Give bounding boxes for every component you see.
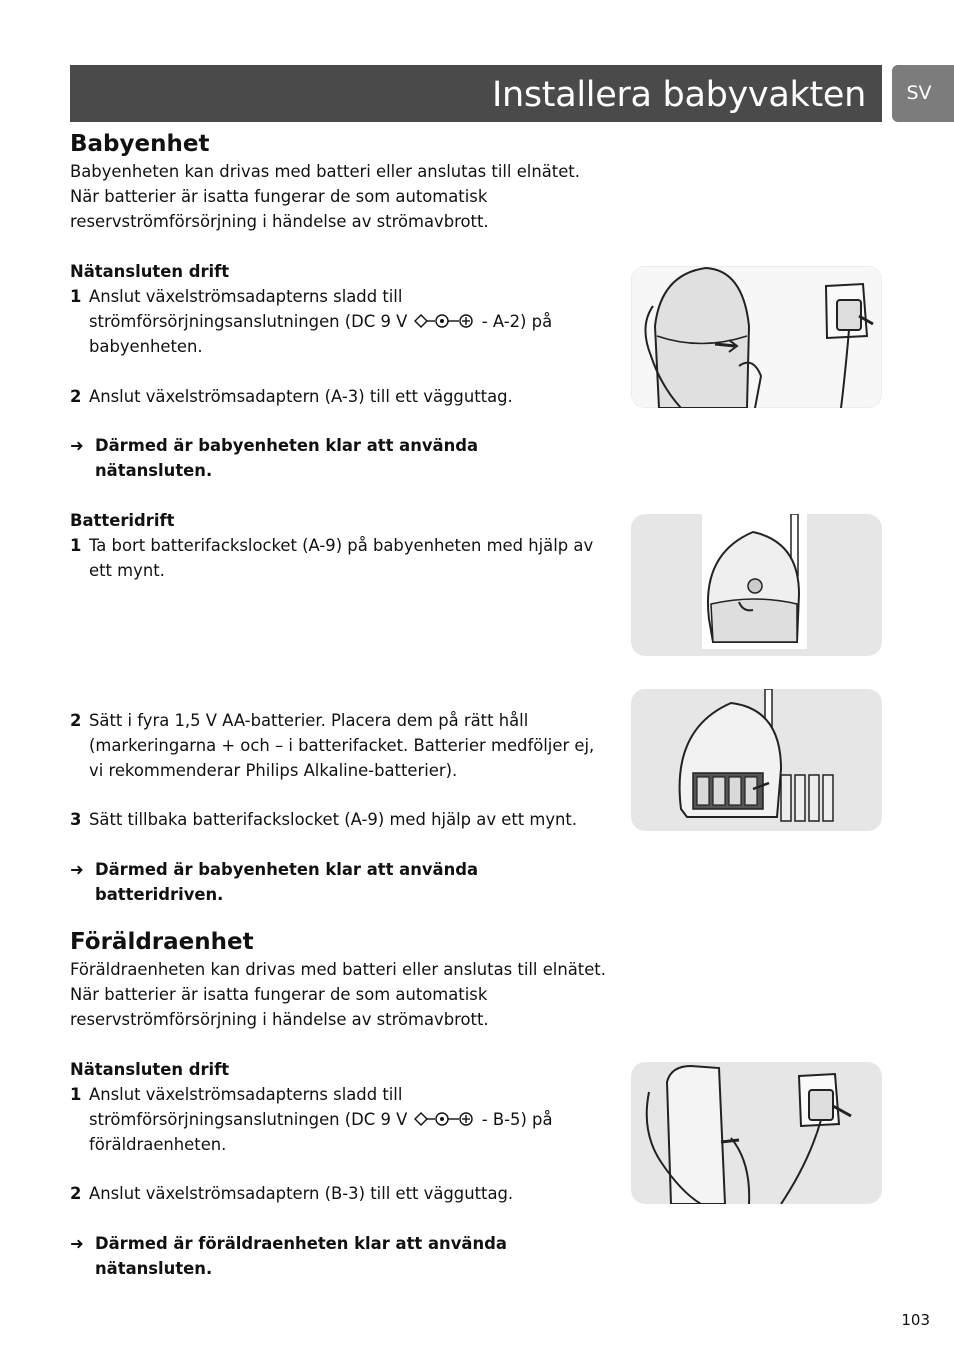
step-text: Anslut växelströmsadapterns sladd till <box>89 1085 403 1104</box>
result-note: ➜ Därmed är föräldraenheten klar att använda nätansluten. <box>70 1231 590 1281</box>
step-text: Anslut växelströmsadaptern (B-3) till ett vägguttag. <box>89 1184 514 1203</box>
section-heading-babyunit: Babyenhet <box>70 131 210 157</box>
step-2 <box>70 384 610 409</box>
arrow-right-icon: ➜ <box>70 1234 84 1253</box>
step-1 <box>70 284 610 359</box>
subheading-mains: Nätansluten drift <box>70 1060 230 1079</box>
intro-line: reservströmförsörjning i händelse av strömavbrott. <box>70 212 489 231</box>
step-text: Sätt i fyra 1,5 V AA-batterier. Placera dem på rätt håll <box>89 711 529 730</box>
subheading-mains: Nätansluten drift <box>70 262 230 281</box>
dc-polarity-icon <box>413 313 477 329</box>
arrow-right-icon: ➜ <box>70 436 84 455</box>
intro-line: Babyenheten kan drivas med batteri eller anslutas till elnätet. <box>70 162 580 181</box>
step-number: 1 <box>70 1085 82 1104</box>
page-number: 103 <box>901 1311 930 1329</box>
step-text: babyenheten. <box>89 337 203 356</box>
step-3 <box>70 807 610 832</box>
result-note: ➜ Därmed är babyenheten klar att använda batteridriven. <box>70 857 590 907</box>
step-number: 1 <box>70 287 82 306</box>
language-tab: SV <box>892 65 954 122</box>
step-1 <box>70 1082 610 1157</box>
step-text: strömförsörjningsanslutningen (DC 9 V - B-5) på <box>89 1110 553 1129</box>
page-title: Installera babyvakten <box>491 75 866 115</box>
parentunit-adapter-illustration <box>631 1062 882 1204</box>
battery-insertion-illustration <box>631 689 882 831</box>
step-text: Anslut växelströmsadaptern (A-3) till ett vägguttag. <box>89 387 513 406</box>
illustration-babyunit-batteries <box>631 689 882 831</box>
step-text: föräldraenheten. <box>89 1135 227 1154</box>
step-number: 3 <box>70 810 82 829</box>
step-text: vi rekommenderar Philips Alkaline-batterier). <box>89 761 458 780</box>
step-1 <box>70 533 610 583</box>
babyunit-cover-illustration <box>631 514 882 656</box>
step-2 <box>70 708 610 783</box>
arrow-right-icon: ➜ <box>70 860 84 879</box>
step-2 <box>70 1181 610 1206</box>
step-number: 2 <box>70 387 82 406</box>
step-text: strömförsörjningsanslutningen (DC 9 V - A-2) på <box>89 312 553 331</box>
step-number: 1 <box>70 536 82 555</box>
intro-line: Föräldraenheten kan drivas med batteri eller anslutas till elnätet. <box>70 960 606 979</box>
subheading-battery: Batteridrift <box>70 511 175 530</box>
result-note: ➜ Därmed är babyenheten klar att använda nätansluten. <box>70 433 590 483</box>
intro-line: När batterier är isatta fungerar de som automatisk <box>70 985 488 1004</box>
header-bar <box>70 65 882 122</box>
illustration-parentunit-mains <box>631 1062 882 1204</box>
step-text: Ta bort batterifackslocket (A-9) på babyenheten med hjälp av <box>89 536 594 555</box>
step-text: ett mynt. <box>89 561 165 580</box>
step-text: Sätt tillbaka batterifackslocket (A-9) med hjälp av ett mynt. <box>89 810 578 829</box>
step-text: (markeringarna + och – i batterifacket. Batterier medföljer ej, <box>89 736 595 755</box>
dc-polarity-icon <box>413 1111 477 1127</box>
step-number: 2 <box>70 1184 82 1203</box>
section-heading-parentunit: Föräldraenhet <box>70 929 254 955</box>
intro-line: reservströmförsörjning i händelse av strömavbrott. <box>70 1010 489 1029</box>
intro-line: När batterier är isatta fungerar de som automatisk <box>70 187 488 206</box>
illustration-babyunit-cover <box>631 514 882 656</box>
illustration-babyunit-mains <box>631 266 882 408</box>
step-text: Anslut växelströmsadapterns sladd till <box>89 287 403 306</box>
babyunit-adapter-illustration <box>631 266 882 408</box>
step-number: 2 <box>70 711 82 730</box>
